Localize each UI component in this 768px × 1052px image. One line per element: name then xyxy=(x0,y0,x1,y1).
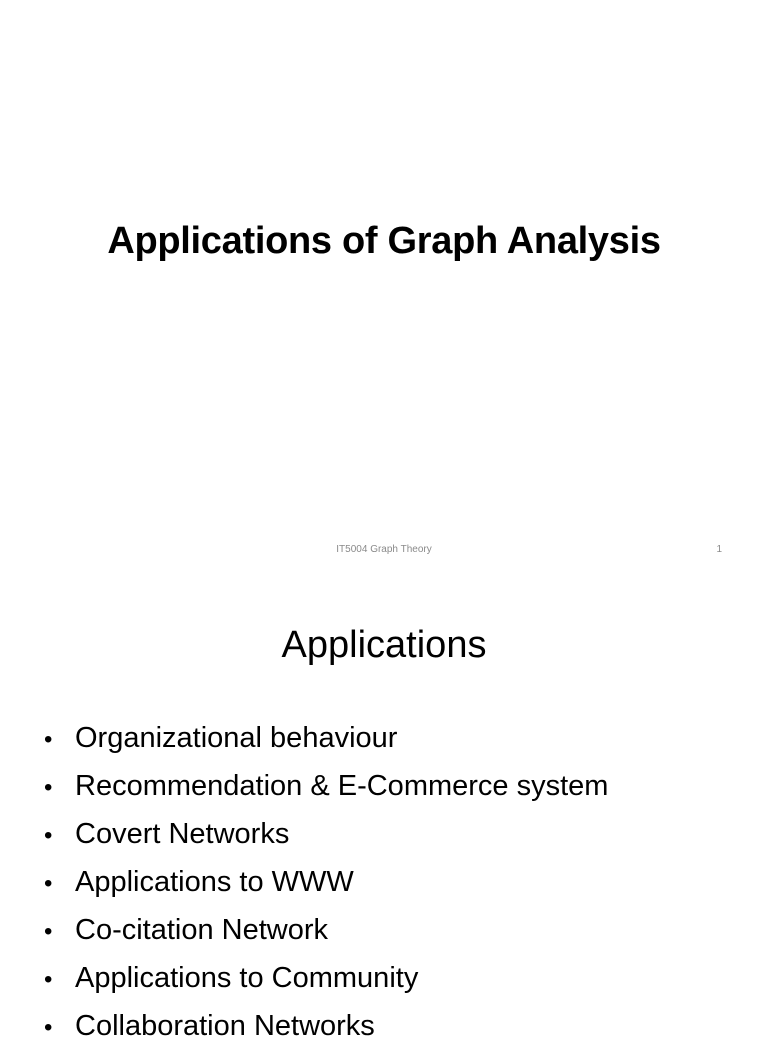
list-item xyxy=(44,714,608,762)
list-item xyxy=(44,954,608,1002)
bullet-icon: • xyxy=(44,918,53,945)
slide-footer: IT5004 Graph Theory xyxy=(336,544,432,555)
bullet-text: Co-citation Network xyxy=(75,914,329,946)
bullet-text: Applications to WWW xyxy=(75,866,354,898)
slide-title: Applications xyxy=(281,624,487,666)
bullet-text: Covert Networks xyxy=(75,818,290,850)
bullet-icon: • xyxy=(44,774,53,801)
bullet-icon: • xyxy=(44,966,53,993)
bullet-text: Collaboration Networks xyxy=(75,1010,375,1042)
list-item xyxy=(44,762,608,810)
bullet-icon: • xyxy=(44,870,53,897)
bullet-text: Organizational behaviour xyxy=(75,722,398,754)
bullet-icon: • xyxy=(44,822,53,849)
list-item xyxy=(44,858,608,906)
list-item xyxy=(44,810,608,858)
slide-title: Applications of Graph Analysis xyxy=(107,220,661,262)
list-item xyxy=(44,906,608,954)
bullet-icon: • xyxy=(44,1014,53,1041)
slide-2 xyxy=(0,576,768,1042)
bullet-icon: • xyxy=(44,726,53,753)
slide-page-number: 1 xyxy=(716,544,722,555)
bullet-list xyxy=(44,714,608,1050)
bullet-text: Applications to Community xyxy=(75,962,419,994)
list-item xyxy=(44,1002,608,1050)
bullet-text: Recommendation & E-Commerce system xyxy=(75,770,609,802)
